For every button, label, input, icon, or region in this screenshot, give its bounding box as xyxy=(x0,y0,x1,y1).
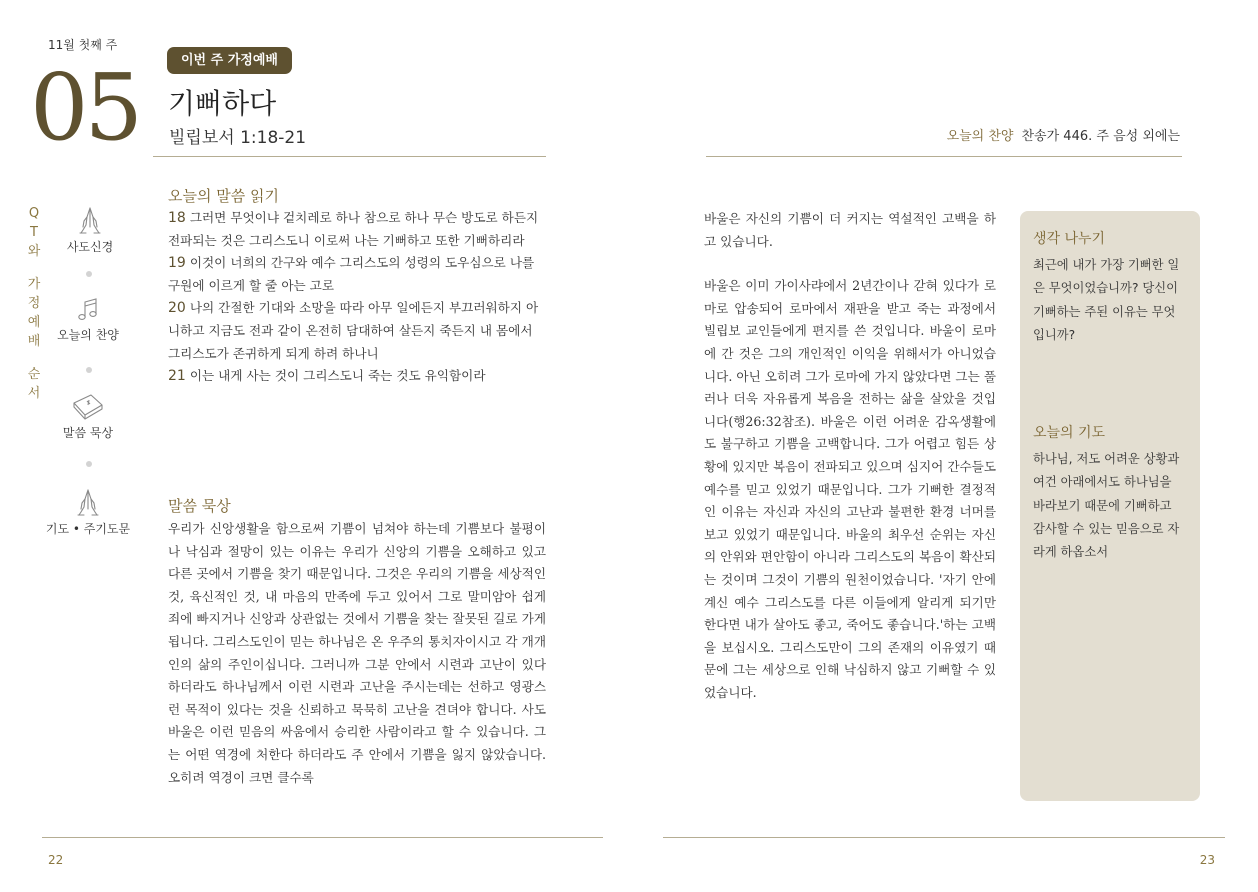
vertical-label-char: 순 xyxy=(27,367,41,382)
scripture-reference: 빌립보서 1:18-21 xyxy=(169,128,307,148)
sidebar-item-apostles-creed xyxy=(40,205,140,255)
bible-icon xyxy=(71,391,105,421)
verse-number: 19 xyxy=(168,255,186,272)
hymn-value: 찬송가 446. 주 음성 외에는 xyxy=(1021,129,1180,144)
verse-text: 이는 내게 사는 것이 그리스도니 죽는 것도 유익함이라 xyxy=(189,368,486,384)
sidebar-item-prayer xyxy=(38,487,138,537)
vertical-label-char: 정 xyxy=(27,296,41,311)
footer-divider xyxy=(42,837,603,838)
vertical-label-char: T xyxy=(30,225,38,240)
sidebar-item-word-meditation xyxy=(38,391,138,441)
vertical-label-char: 배 xyxy=(27,334,41,349)
verse xyxy=(168,297,548,365)
section-badge: 이번 주 가정예배 xyxy=(167,47,292,74)
verse-text: 나의 간절한 기대와 소망을 따라 아무 일에든지 부끄러워하지 아니하고 지금도 전과 같이 온전히 담대하여 살든지 죽든지 내 몸에서 그리스도가 존귀하게 되게 하려 하나니 xyxy=(168,300,539,361)
page-title: 기뻐하다 xyxy=(168,87,277,120)
divider xyxy=(706,156,1182,157)
verse-number: 18 xyxy=(168,210,186,226)
page-number-right: 23 xyxy=(1199,853,1215,867)
hymn-label: 오늘의 찬양 xyxy=(946,129,1014,144)
sidebar-dot xyxy=(86,461,92,467)
verse xyxy=(168,252,548,297)
discussion-box xyxy=(1020,211,1200,801)
share-heading: 생각 나누기 xyxy=(1033,231,1106,247)
sidebar-dot xyxy=(86,271,92,277)
sidebar-item-label: 오늘의 찬양 xyxy=(57,328,119,342)
vertical-label-char: 가 xyxy=(27,277,41,292)
verse-text: 그러면 무엇이냐 겉치레로 하나 참으로 하나 무슨 방도로 하든지 전파되는 것은 그리스도니 이로써 나는 기뻐하고 또한 기뻐하리라 xyxy=(168,210,539,248)
vertical-label-char: 서 xyxy=(27,386,41,401)
verse-number: 21 xyxy=(168,368,186,385)
meditation-text: 우리가 신앙생활을 함으로써 기쁨이 넘쳐야 하는데 기쁨보다 불평이나 낙심과 절망이 있는 이유는 우리가 신앙의 기쁨을 오해하고 있고 다른 곳에서 기쁨을 찾기 때문입니다. 그것은 우리의 기쁨을 세상적인 것, 육신적인 것, 내 마음의 만족에 두고 있어서 그로 말미암아 쉽게 죄에 빠지거나 신앙과 상관없는 것에서 기쁨을 찾는 잘못된 길로 가게 됩니다. 그리스도인이 믿는 하나님은 온 우주의 통치자이시고 각 개개인의 삶의 주인이십니다. 그러니까 그분 안에서 시련과 고난이 있다 하더라도 하나님께서 이런 시련과 고난을 주시는데는 선하고 영광스런 목적이 있다는 것을 신뢰하고 묵묵히 고난을 견뎌야 합니다. 사도바울은 이런 믿음의 싸움에서 승리한 사람이라고 할 수 있습니다. 그는 어떤 역경에 처한다 하더라도 주 안에서 기쁨을 잃지 않았습니다. 오히려 역경이 크면 클수록 xyxy=(168,521,546,785)
meditation-heading: 말씀 묵상 xyxy=(168,497,231,515)
verse xyxy=(168,365,548,388)
verse xyxy=(168,207,548,252)
reading-heading: 오늘의 말씀 읽기 xyxy=(168,187,279,205)
page-number-left: 22 xyxy=(48,853,64,867)
lesson-number: 05 xyxy=(30,54,140,161)
praying-hands-icon xyxy=(76,205,104,235)
vertical-label-char: 예 xyxy=(27,315,41,330)
sidebar-dot xyxy=(86,367,92,373)
paragraph: 바울은 자신의 기쁨이 더 커지는 역설적인 고백을 하고 있습니다. xyxy=(704,211,996,249)
prayer-heading: 오늘의 기도 xyxy=(1033,425,1106,442)
music-note-icon xyxy=(76,297,100,323)
sidebar-item-label: 사도신경 xyxy=(66,240,114,254)
verse-text: 이것이 너희의 간구와 예수 그리스도의 성령의 도우심으로 나를 구원에 이르게 할 줄 아는 고로 xyxy=(168,255,535,293)
praying-hands-icon xyxy=(74,487,102,517)
verse-number: 20 xyxy=(168,300,186,317)
prayer-text: 하나님, 저도 어려운 상황과 여건 아래에서도 하나님을 바라보기 때문에 기뻐하고 감사할 수 있는 믿음으로 자라게 하옵소서 xyxy=(1033,452,1180,560)
week-label: 11월 첫째 주 xyxy=(48,38,118,52)
footer-divider xyxy=(663,837,1225,838)
sidebar-item-label: 기도 • 주기도문 xyxy=(45,522,131,536)
scripture-reading xyxy=(168,207,548,388)
meditation-continued xyxy=(704,208,996,704)
vertical-label-char: Q xyxy=(28,206,40,221)
sidebar-item-label: 말씀 묵상 xyxy=(62,426,114,440)
sidebar-item-todays-hymn xyxy=(38,297,138,343)
vertical-label-char: 와 xyxy=(27,244,41,259)
share-text: 최근에 내가 가장 기뻐한 일은 무엇이었습니까? 당신이 기뻐하는 주된 이유는 무엇입니까? xyxy=(1033,258,1180,342)
divider xyxy=(153,156,546,157)
todays-hymn xyxy=(947,125,1180,144)
paragraph: 바울은 이미 가이사랴에서 2년간이나 갇혀 있다가 로마로 압송되어 로마에서 재판을 받고 죽는 과정에서 빌립보 교인들에게 편지를 쓴 것입니다. 바울이 로마에 간 것은 그의 개인적인 이익을 위해서가 아니었습니다. 아닌 오히려 그가 로마에 가지 않았다면 그는 풀러나 더욱 자유롭게 복음을 전하는 삶을 살았을 것입니다(행26:32참조). 바울은 이런 어려운 감옥생활에도 불구하고 기쁨을 고백합니다. 그가 어렵고 힘든 상황에 있지만 복음이 전파되고 있으며 심지어 간수들도 예수를 믿고 있었기 때문입니다. 그가 기뻐한 결정적인 이유는 자신과 자신의 고난과 불편한 환경 너머를 보고 있었기 때문입니다. 바울의 최우선 순위는 자신의 안위와 편안함이 아니라 그리스도의 복음이 확산되는 것이며 그것이 기쁨의 원천이었습니다. '자기 안에 계신 예수 그리스도를 다른 이들에게 알리게 되기만 한다면 내가 살아도 좋고, 죽어도 좋습니다.'하는 고백을 보십시오. 그리스도만이 그의 존재의 이유였기 때문에 그는 세상으로 인해 낙심하지 않고 기뻐할 수 있었습니다. xyxy=(704,278,996,700)
